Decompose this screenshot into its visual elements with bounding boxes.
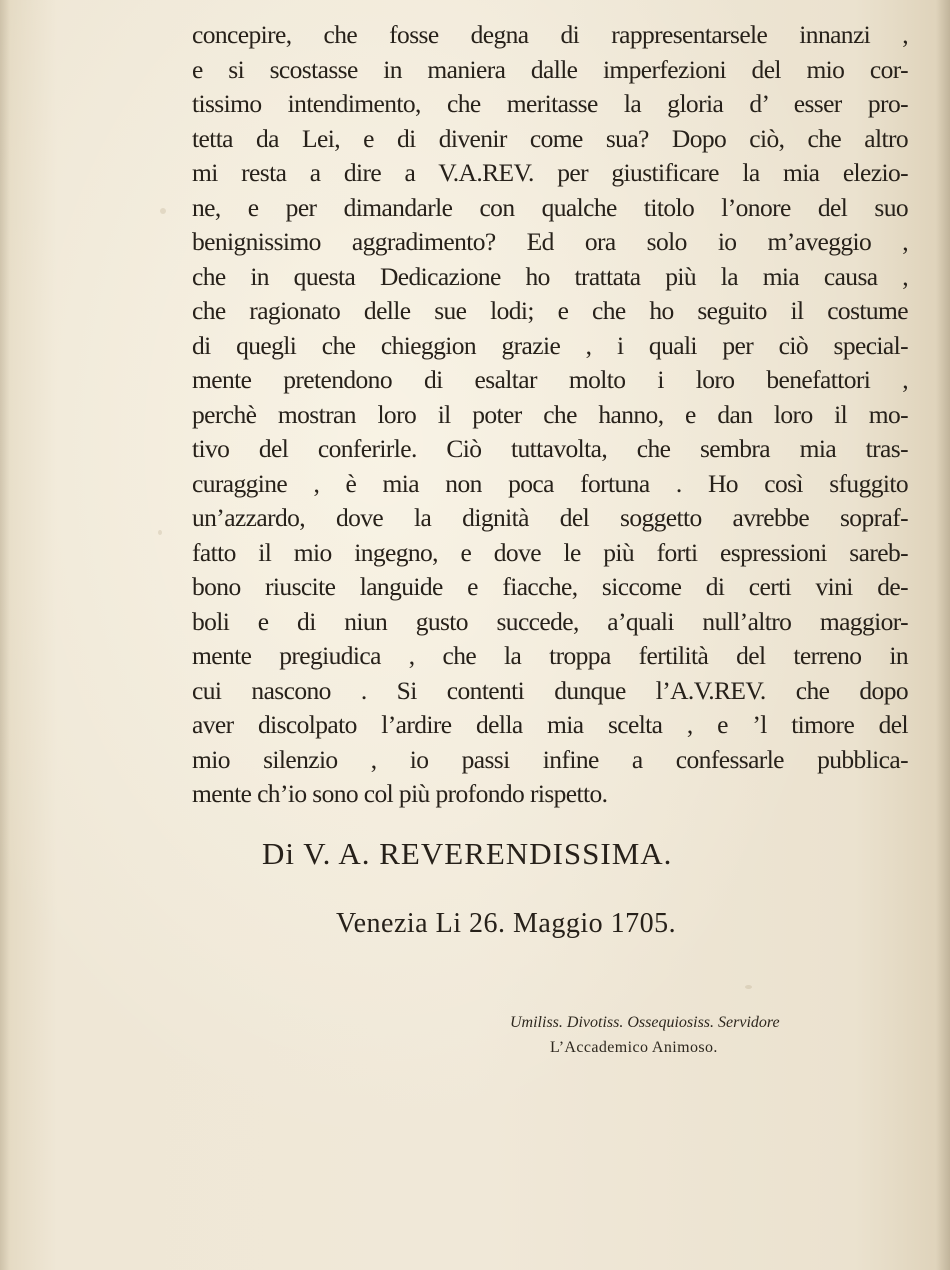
text-line: tivo del conferirle. Ciò tuttavolta, che sembra mia tras- <box>192 434 908 463</box>
text-line: mente pretendono di esaltar molto i loro benefattori , <box>192 365 908 394</box>
binding-shadow <box>936 0 950 1270</box>
text-line: tissimo intendimento, che meritasse la gloria d’ esser pro- <box>192 89 908 118</box>
page-edge-shadow <box>0 0 10 1270</box>
signature-title: Umiliss. Divotiss. Ossequiosiss. Servidore <box>510 1014 780 1031</box>
text-line: tetta da Lei, e di divenir come sua? Dopo ciò, che altro <box>192 123 908 153</box>
text-line: di quegli che chieggion grazie , i quali per ciò special- <box>192 330 908 360</box>
text-line: bono riuscite languide e fiacche, siccome di certi vini de- <box>192 572 908 601</box>
text-line: curaggine , è mia non poca fortuna . Ho così sfuggito <box>192 468 908 498</box>
text-line: che ragionato delle sue lodi; e che ho seguito il costume <box>192 296 908 325</box>
closing-salutation: Di V. A. REVERENDISSIMA. <box>262 836 673 871</box>
place-date-line: Venezia Li 26. Maggio 1705. <box>336 908 677 939</box>
text-line: mente ch’io sono col più profondo rispetto. <box>192 779 608 808</box>
text-line: benignissimo aggradimento? Ed ora solo io m’aveggio , <box>192 227 908 256</box>
text-line: fatto il mio ingegno, e dove le più forti espressioni sareb- <box>192 537 908 567</box>
text-line: perchè mostran loro il poter che hanno, e dan loro il mo- <box>192 399 908 429</box>
text-line: un’azzardo, dove la dignità del soggetto avrebbe sopraf- <box>192 503 908 532</box>
text-line: che in questa Dedicazione ho trattata più la mia causa , <box>192 261 908 291</box>
paper-spot <box>745 985 752 989</box>
text-line: aver discolpato l’ardire della mia scelta , e ’l timore del <box>192 710 908 739</box>
text-line: mente pregiudica , che la troppa fertilità del terreno in <box>192 641 908 670</box>
text-line: ne, e per dimandarle con qualche titolo l’onore del suo <box>192 192 908 222</box>
paper-spot <box>160 208 166 214</box>
letter-body <box>192 18 908 812</box>
text-line: e si scostasse in maniera dalle imperfezioni del mio cor- <box>192 54 908 84</box>
signature-name: L’Accademico Animoso. <box>550 1039 718 1056</box>
text-line: mi resta a dire a V.A.REV. per giustificare la mia elezio- <box>192 158 908 187</box>
text-line: mio silenzio , io passi infine a confessarle pubblica- <box>192 744 908 774</box>
paper-spot <box>158 530 162 535</box>
text-line: concepire, che fosse degna di rappresentarsele innanzi , <box>192 20 908 49</box>
text-line: boli e di niun gusto succede, a’quali null’altro maggior- <box>192 606 908 636</box>
text-line: cui nascono . Si contenti dunque l’A.V.REV. che dopo <box>192 675 908 705</box>
